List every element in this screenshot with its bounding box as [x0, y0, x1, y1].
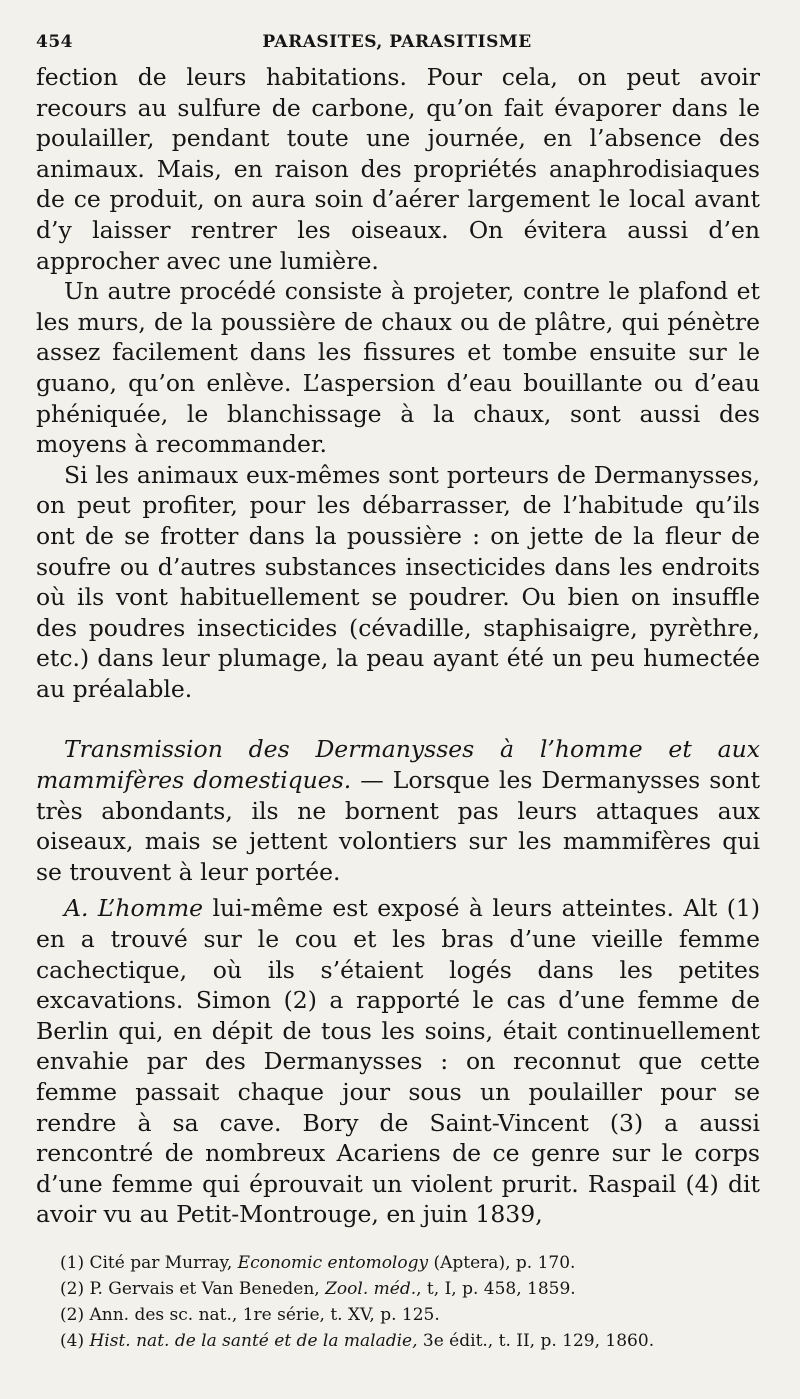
footnote-1: [60, 1250, 760, 1276]
paragraph-4-text: — Lorsque les Dermanysses sont très abondants, ils ne bornent pas leurs attaques aux oiseaux, mais se jettent volontiers sur les mammifères qui se trouvent à leur portée.: [36, 766, 761, 886]
footnote-4-title: Hist. nat. de la santé et de la maladie,: [89, 1331, 418, 1351]
footnote-2-text: (2) P. Gervais et Van Beneden,: [60, 1279, 326, 1299]
footnote-4-text: (4): [60, 1331, 90, 1351]
paragraph-1: fection de leurs habitations. Pour cela, on peut avoir recours au sulfure de carbone, qu’on fait évaporer dans le poulailler, pendant toute une journée, en l’absence des animaux. Mais, en raison des propriétés anaphrodisiaques de ce produit, on aura soin d’aérer largement le local avant d’y laisser rentrer les oiseaux. On évitera aussi d’en approcher avec une lumière.: [36, 63, 760, 275]
paragraph-5-text: lui-même est exposé à leurs atteintes. Alt (1) en a trouvé sur le cou et les bras d’une vieille femme cachectique, où ils s’étaient logés dans les petites excavations. Simon (2) a rapporté le cas d’une femme de Berlin qui, en dépit de tous les soins, était continuellement envahie par des Dermanysses : on reconnut que cette femme passait chaque jour sous un poulailler pour se rendre à sa cave. Bory de Saint-Vincent (3) a aussi rencontré de nombreux Acariens de ce genre sur le corps d’une femme qui éprouvait un violent prurit. Raspail (4) dit avoir vu au Petit-Montrouge, en juin 1839,: [36, 894, 760, 1229]
footnote-4: [60, 1328, 760, 1354]
paragraph-5-letter: A.: [64, 894, 89, 923]
footnote-2-ref: , t, I, p. 458, 1859.: [416, 1279, 576, 1299]
footnote-3-text: (2) Ann. des sc. nat., 1re série, t. XV, p. 125.: [60, 1305, 440, 1325]
paragraph-3: Si les animaux eux-mêmes sont porteurs de Dermanysses, on peut profiter, pour les débarrasser, de l’habitude qu’ils ont de se frotter dans la poussière : on jette de la fleur de soufre ou d’autres substances insecticides dans les endroits où ils vont habituellement se poudrer. Ou bien on insuffle des poudres insecticides (cévadille, staphisaigre, pyrèthre, etc.) dans leur plumage, la peau ayant été un peu humectée au préalable.: [36, 460, 760, 703]
running-title: PARASITES, PARASITISME: [262, 32, 532, 52]
running-head: [36, 32, 758, 60]
body-text: [36, 62, 760, 1230]
footnote-3: [60, 1302, 760, 1328]
footnote-2-title: Zool. méd.: [325, 1279, 417, 1299]
footnote-1-title: Economic entomology: [237, 1253, 429, 1273]
footnotes: [60, 1250, 760, 1354]
paragraph-5-lead: [98, 894, 203, 922]
paragraph-2: Un autre procédé consiste à projeter, contre le plafond et les murs, de la poussière de chaux ou de plâtre, qui pénètre assez facilement dans les fissures et tombe ensuite sur le guano, qu’on enlève. L’aspersion d’eau bouillante ou d’eau phéniquée, le blanchissage à la chaux, sont aussi des moyens à recommander.: [36, 277, 760, 459]
footnote-1-ref: (Aptera), p. 170.: [428, 1253, 576, 1273]
footnote-4-ref: 3e édit., t. II, p. 129, 1860.: [417, 1331, 655, 1351]
page-number: 454: [36, 32, 73, 52]
footnote-1-text: (1) Cité par Murray,: [60, 1253, 238, 1273]
section-heading: Transmission des Dermanysses à l’homme et aux mammifères domestiques.: [36, 735, 760, 795]
paragraph-4: [36, 734, 760, 887]
paragraph-5-word: L’homme: [97, 894, 204, 923]
footnote-2: [60, 1276, 760, 1302]
paragraph-5: [36, 893, 760, 1230]
